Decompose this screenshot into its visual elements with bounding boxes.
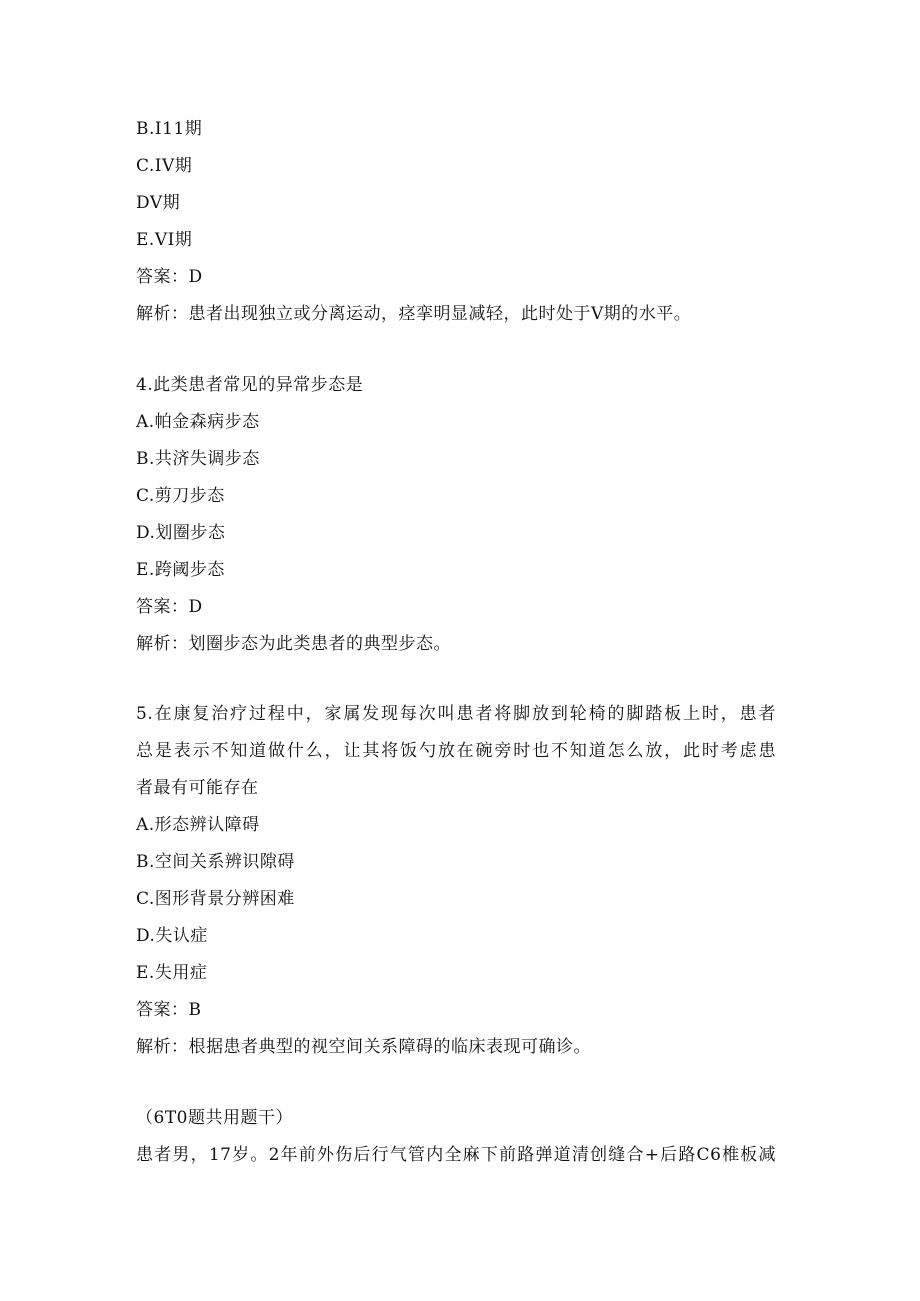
question-4: 4.此类患者常见的异常步态是 [136,375,364,395]
q4-option-c: C.剪刀步态 [136,486,225,506]
q4-answer: 答案：D [136,597,203,617]
question-5-line-2: 总是表示不知道做什么，让其将饭勺放在碗旁时也不知道怎么放，此时考虑患 [136,741,776,761]
q4-option-a: A.帕金森病步态 [136,412,260,432]
shared-stem-heading: （6T0题共用题干） [136,1108,293,1128]
q4-option-e: E.跨阈步态 [136,560,225,580]
analysis: 解析：患者出现独立或分离运动，痉挛明显减轻，此时处于V期的水平。 [136,304,692,324]
q4-option-b: B.共济失调步态 [136,449,260,469]
q5-option-e: E.失用症 [136,963,208,983]
option-d: DV期 [136,193,181,213]
answer: 答案：D [136,267,203,287]
question-5-line-3: 者最有可能存在 [136,778,259,798]
q5-option-b: B.空间关系辨识隙碍 [136,852,295,872]
q5-option-a: A.形态辨认障碍 [136,815,260,835]
q5-analysis: 解析：根据患者典型的视空间关系障碍的临床表现可确诊。 [136,1037,591,1057]
q4-analysis: 解析：划圈步态为此类患者的典型步态。 [136,634,451,654]
option-c: C.IV期 [136,156,193,176]
q4-option-d: D.划圈步态 [136,523,226,543]
option-b: B.I11期 [136,119,203,139]
shared-stem-text: 患者男，17岁。2年前外伤后行气管内全麻下前路弹道清创缝合+后路C6椎板减 [136,1145,776,1165]
q5-option-d: D.失认症 [136,926,208,946]
q5-answer: 答案：B [136,1000,202,1020]
option-e: E.VI期 [136,230,193,250]
q5-option-c: C.图形背景分辨困难 [136,889,295,909]
question-5-line-1: 5.在康复治疗过程中，家属发现每次叫患者将脚放到轮椅的脚踏板上时，患者 [136,704,776,724]
